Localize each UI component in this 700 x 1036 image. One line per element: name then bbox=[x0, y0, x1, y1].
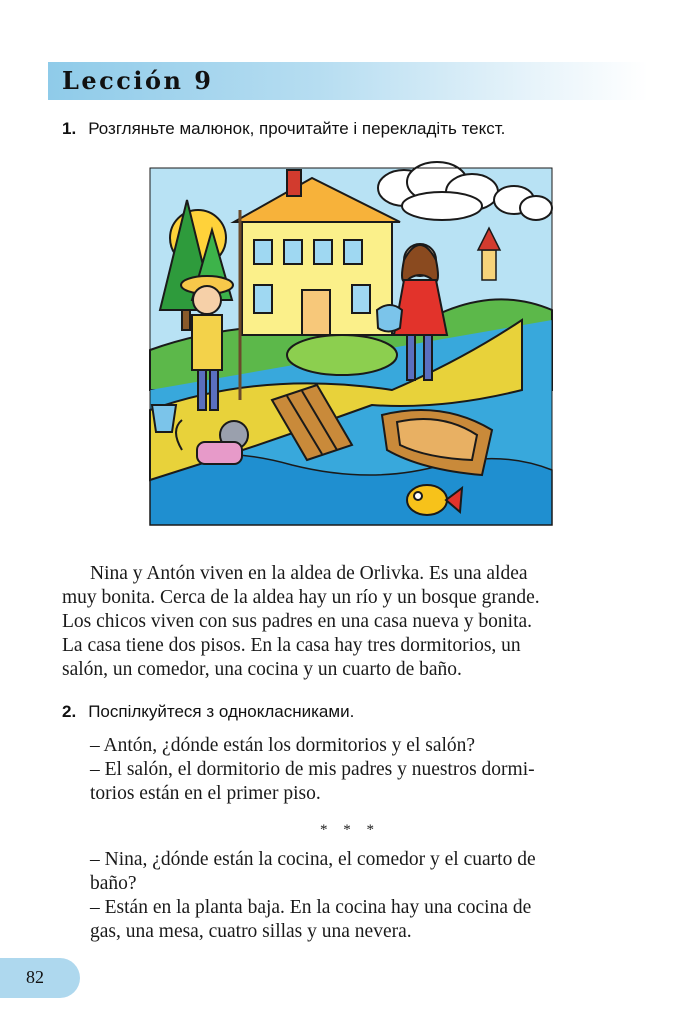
dialog-block-2 bbox=[90, 848, 644, 944]
dialog-line: – Están en la planta baja. En la cocina hay una cocina de bbox=[90, 897, 532, 918]
paragraph-line: Nina y Antón viven en la aldea de Orlivka. Es una aldea bbox=[90, 563, 528, 584]
dialog-line: torios están en el primer piso. bbox=[90, 783, 321, 804]
lesson-title: Lección 9 bbox=[62, 66, 214, 95]
bucket-icon bbox=[152, 405, 176, 432]
task-1-instruction bbox=[62, 119, 505, 139]
task-2-number: 2. bbox=[62, 702, 77, 721]
dialog-line: – Nina, ¿dónde están la cocina, el comedor y el cuarto de bbox=[90, 849, 536, 870]
task-2-instruction bbox=[62, 702, 354, 722]
dialog-line: gas, una mesa, cuatro sillas y una nevera. bbox=[90, 921, 412, 942]
paragraph-line: muy bonita. Cerca de la aldea hay un río y un bosque grande. bbox=[62, 587, 540, 608]
paragraph-line: Los chicos viven con sus padres en una casa nueva y bonita. bbox=[62, 611, 533, 632]
paragraph-line: salón, un comedor, una cocina y un cuarto de baño. bbox=[62, 659, 462, 680]
village-illustration bbox=[142, 160, 560, 533]
story-paragraph bbox=[62, 562, 644, 586]
section-separator: * * * bbox=[320, 822, 380, 838]
task-1-number: 1. bbox=[62, 119, 77, 138]
dialog-line: – Antón, ¿dónde están los dormitorios y el salón? bbox=[90, 735, 476, 756]
page-number: 82 bbox=[26, 967, 44, 987]
dialog-line: baño? bbox=[90, 873, 137, 894]
task-1-text: Розгляньте малюнок, прочитайте і перекладіть текст. bbox=[88, 119, 506, 138]
paragraph-line: La casa tiene dos pisos. En la casa hay tres dormitorios, un bbox=[62, 635, 521, 656]
dialog-line: – El salón, el dormitorio de mis padres y nuestros dormi- bbox=[90, 759, 535, 780]
story-paragraph-cont bbox=[62, 586, 644, 682]
dialog-block-1 bbox=[90, 734, 644, 806]
task-2-text: Поспілкуйтеся з однокласниками. bbox=[88, 702, 355, 721]
